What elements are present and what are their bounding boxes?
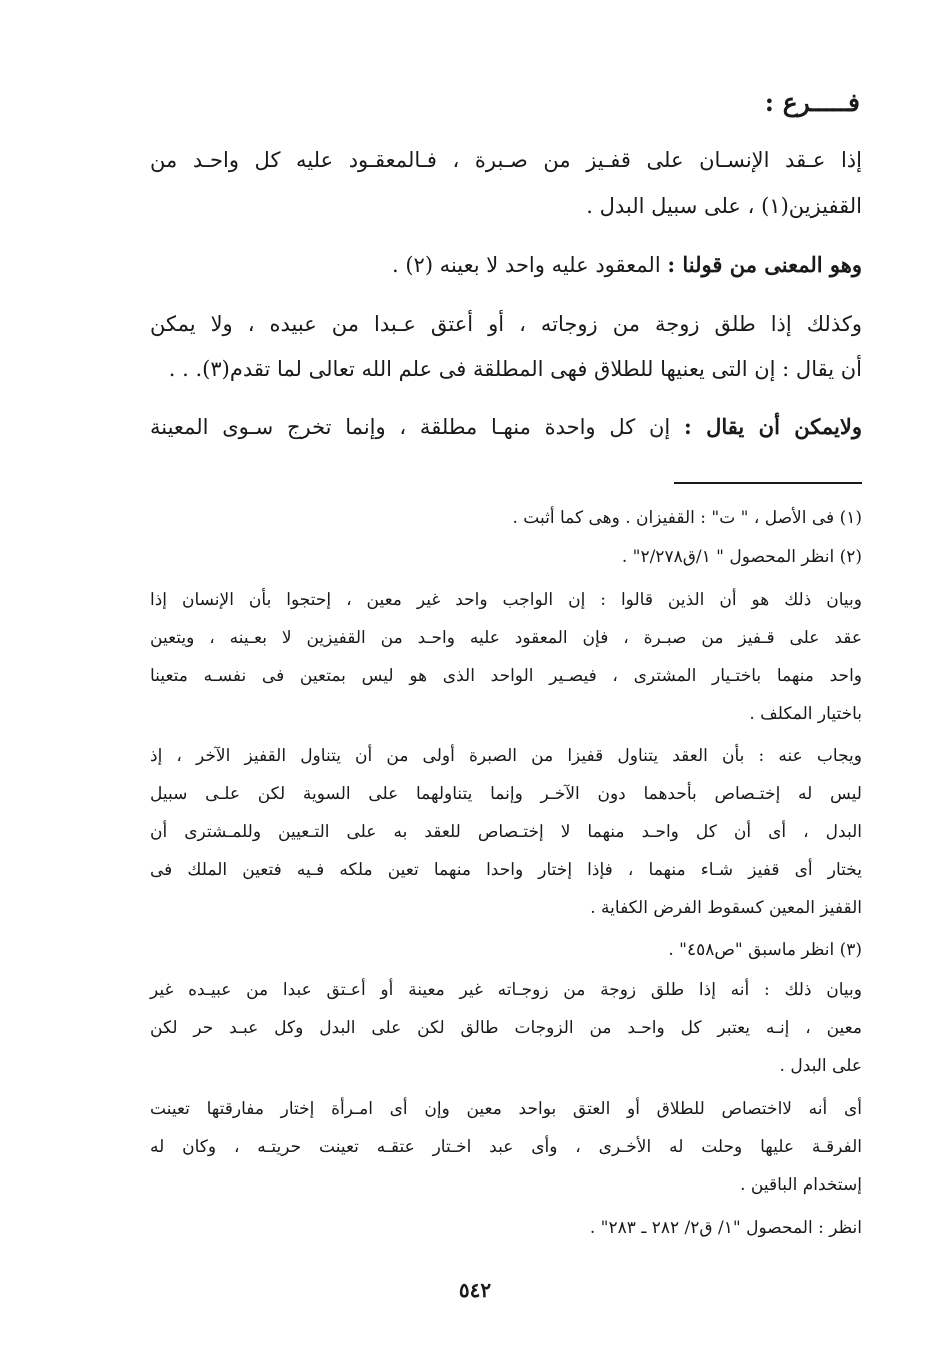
footnote-2-p1-line: وبيان ذلك هو أن الذين قالوا : إن الواجب واحد غير معين ، إحتجوا بأن الإنسان إذا	[150, 590, 862, 610]
paragraph-4	[150, 414, 862, 439]
footnote-3-p1-line: على البدل .	[779, 1056, 862, 1076]
footnote-2-p2-line: ليس له إختـصاص بأحدهما دون الآخـر وإنما يتناولهما على السوية لكن علـى سبيل	[150, 784, 862, 804]
paragraph-4-bold: ولايمكن أن يقال :	[684, 414, 862, 439]
page-number: ٥٤٢	[458, 1278, 492, 1302]
paragraph-2-bold: وهو المعنى من قولنا :	[667, 252, 862, 277]
footnote-3-p2-line: إستخدام الباقين .	[740, 1175, 862, 1195]
footnote-3-p2-line: أى أنه لااختصاص للطلاق أو العتق بواحد معين وإن أى امـرأة إختار مفارقتها تعينت	[150, 1099, 862, 1119]
footnote-separator	[674, 482, 862, 484]
section-heading: فـــــرع :	[764, 88, 860, 117]
footnote-2-p2-line: القفيز المعين كسقوط الفرض الكفاية .	[590, 898, 862, 918]
footnote-2-p2-line: ويجاب عنه : بأن العقد يتناول قفيزا من الصبرة أولى من أن يتناول القفيز الآخر ، إذ	[150, 746, 862, 766]
footnote-1: (١) فى الأصل ، " ت" : القفيزان . وهى كما أثبت .	[512, 508, 862, 528]
footnote-3: (٣) انظر ماسبق "ص٤٥٨" .	[668, 940, 862, 960]
paragraph-3-line-2: أن يقال : إن التى يعنيها للطلاق فهى المطلقة فى علم الله تعالى لما تقدم(٣). . .	[168, 357, 862, 381]
footnote-2-p1-line: واحد منهما باختـيار المشترى ، فيصـير الواحد الذى هو ليس بمتعين فى نفسـه متعينا	[150, 666, 862, 686]
footnote-3-p2-line: الفرقـة عليها وحلت له الأخـرى ، وأى عبد اخـتار عتقـه تعينت حريتـه ، وكان له	[150, 1137, 862, 1157]
paragraph-1-line-1: إذا عـقد الإنسـان على قفـيز من صـبرة ، فـالمعقـود عليه كل واحـد من	[150, 148, 862, 172]
footnote-2-p1-line: باختيار المكلف .	[749, 704, 862, 724]
footnote-3-p1-line: وبيان ذلك : أنه إذا طلق زوجة من زوجـاته غير معينة أو أعـتق عبدا من عبيـده غير	[150, 980, 862, 1000]
paragraph-4-text: إن كل واحدة منهـا مطلقة ، وإنما تخرج سـوى المعينة	[150, 415, 684, 439]
footnote-2-p2-line: يختار أى قفيز شـاء منهما ، فإذا إختار واحدا منهما تعين ملكه فـيه فتعين الملك فى	[150, 860, 862, 880]
footnote-2-p2-line: البدل ، أى أن كل واحـد منهما لا إختـصاص للعقد به على التـعيين وللمـشترى أن	[150, 822, 862, 842]
paragraph-3-line-1: وكذلك إذا طلق زوجة من زوجاته ، أو أعتق عـبدا من عبيده ، ولا يمكن	[150, 312, 862, 336]
footnote-3-reference: انظر : المحصول "١/ ق٢/ ٢٨٢ ـ ٢٨٣" .	[589, 1218, 862, 1238]
paragraph-1-line-2: القفيزين(١) ، على سبيل البدل .	[586, 194, 862, 218]
footnote-2-p1-line: عقد على قـفيز من صبـرة ، فإن المعقود عليه واحـد من القفيزين لا بعـينه ، ويتعين	[150, 628, 862, 648]
footnote-3-p1-line: معين ، إنـه يعتبر كل واحـد من الزوجات طالق لكن على البدل وكل عبـد حر لكن	[150, 1018, 862, 1038]
paragraph-2-text: المعقود عليه واحد لا بعينه (٢) .	[391, 253, 668, 277]
paragraph-2	[392, 252, 862, 277]
footnote-2: (٢) انظر المحصول " ١/ق٢/٢٧٨" .	[621, 547, 862, 567]
